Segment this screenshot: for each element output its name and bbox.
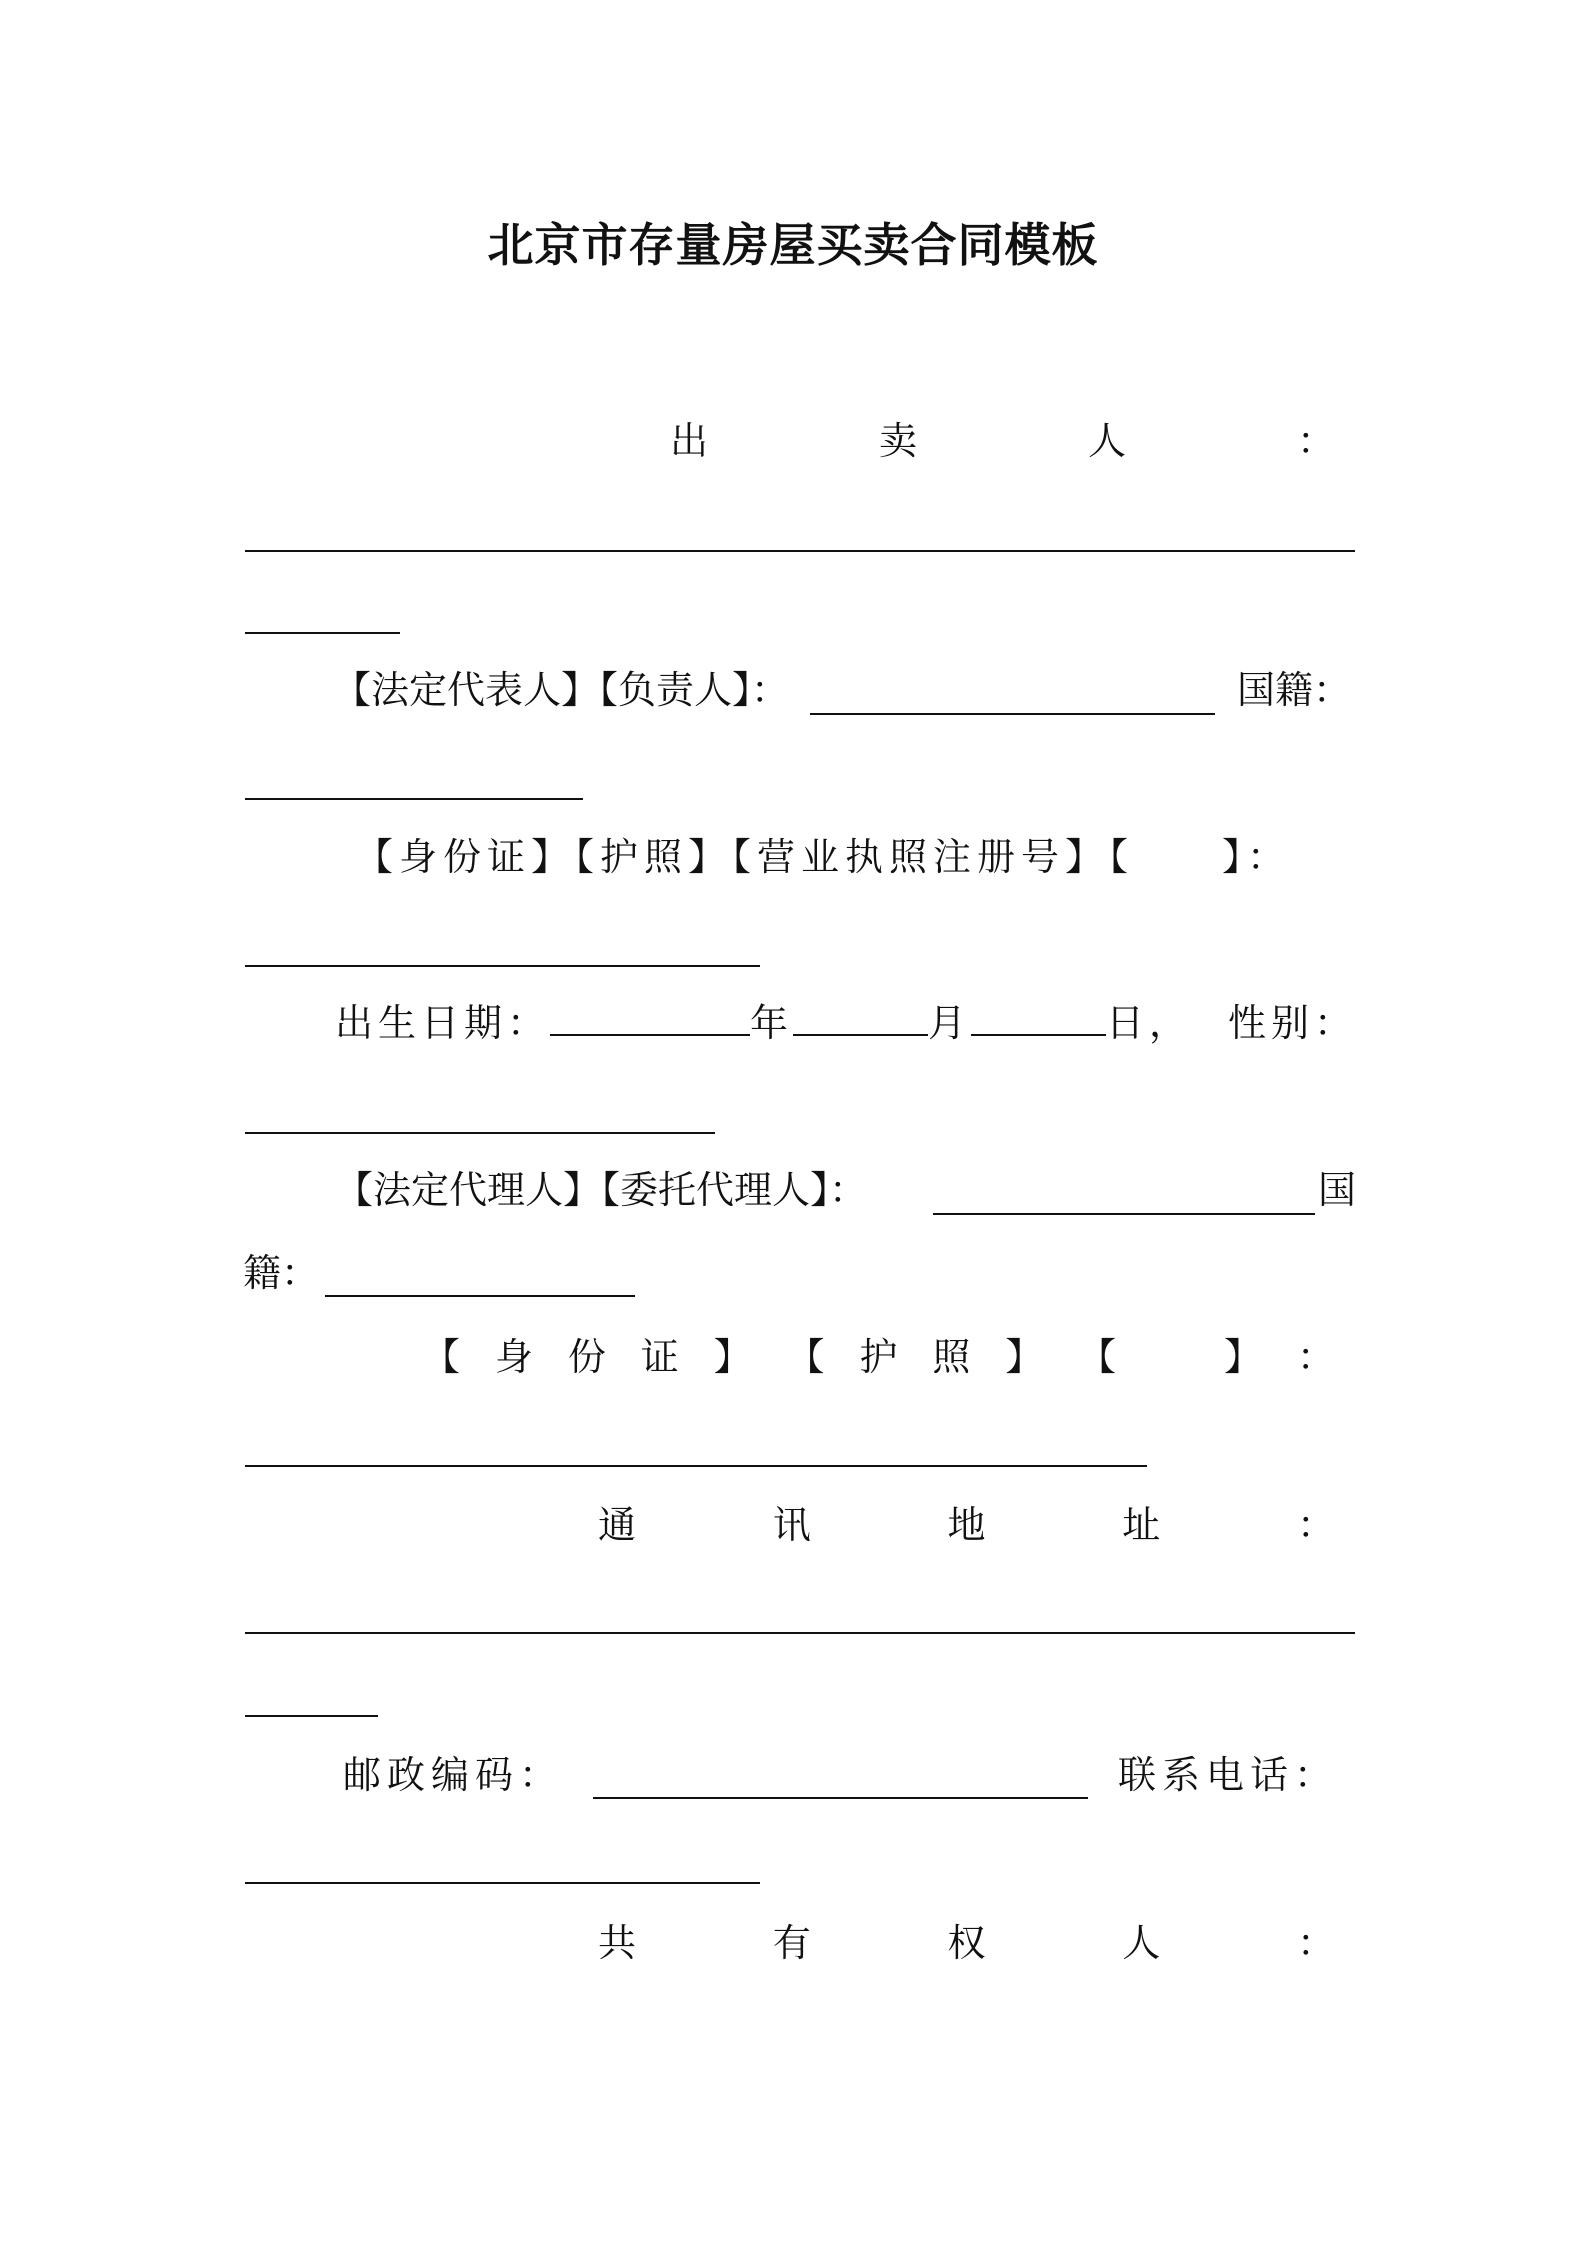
legal-rep-nationality-blank[interactable] bbox=[245, 798, 583, 800]
agent-nationality-prefix-text: 国 bbox=[1318, 1168, 1357, 1212]
co-owner-label-char: 人 bbox=[1122, 1921, 1161, 1965]
agent-nationality-label: 籍： bbox=[243, 1251, 320, 1295]
seller-label-char: 人 bbox=[1087, 419, 1126, 463]
agent-id-char: 【 bbox=[422, 1335, 461, 1379]
co-owner-label-char: 共 bbox=[598, 1921, 637, 1965]
seller-label-char: 出 bbox=[670, 419, 709, 463]
address-label-char: 讯 bbox=[772, 1503, 811, 1547]
seller-label bbox=[670, 416, 1335, 466]
gender-label: 性别： bbox=[1228, 1001, 1358, 1045]
address-label-char: 通 bbox=[598, 1503, 637, 1547]
seller-name-blank-cont[interactable] bbox=[245, 632, 400, 634]
agent-id-char: 证 bbox=[640, 1335, 679, 1379]
birth-row bbox=[335, 998, 1192, 1048]
birth-month-blank[interactable] bbox=[793, 1004, 928, 1036]
birth-year-blank[interactable] bbox=[550, 1004, 750, 1036]
agent-id-char: 份 bbox=[567, 1335, 606, 1379]
agent-id-char: 】 bbox=[1005, 1335, 1044, 1379]
phone-label: 联系电话： bbox=[1118, 1753, 1339, 1797]
agent-id-char: 【 bbox=[786, 1335, 825, 1379]
agent-id-char: 】 bbox=[713, 1335, 752, 1379]
agent-id-char: ： bbox=[1296, 1335, 1335, 1379]
agent-id-char: 身 bbox=[494, 1335, 533, 1379]
address-label-char: 地 bbox=[947, 1503, 986, 1547]
phone-row bbox=[1118, 1750, 1338, 1800]
seller-name-blank[interactable] bbox=[245, 550, 1355, 552]
agent-id-char: 】 bbox=[1223, 1335, 1262, 1379]
postcode-row bbox=[343, 1750, 563, 1800]
address-label bbox=[598, 1500, 1335, 1550]
address-label-char: 址 bbox=[1122, 1503, 1161, 1547]
agent-nationality-blank[interactable] bbox=[325, 1295, 635, 1297]
address-label-char: ： bbox=[1296, 1503, 1335, 1547]
co-owner-label-char: 权 bbox=[947, 1921, 986, 1965]
co-owner-label-char: 有 bbox=[772, 1921, 811, 1965]
agent-id-char: 照 bbox=[932, 1335, 971, 1379]
address-blank-cont[interactable] bbox=[245, 1715, 378, 1717]
birth-label: 出生日期： bbox=[335, 1001, 551, 1045]
agent-label: 【法定代理人】【委托代理人】： bbox=[335, 1168, 868, 1212]
year-label: 年 bbox=[750, 1001, 794, 1045]
day-label: 日， bbox=[1106, 1001, 1193, 1045]
agent-blank[interactable] bbox=[933, 1213, 1315, 1215]
postcode-label: 邮政编码： bbox=[343, 1753, 564, 1797]
legal-rep-row bbox=[333, 665, 789, 715]
agent-id-char bbox=[1151, 1332, 1189, 1382]
id-doc-label: 【身份证】【护照】【营业执照注册号】【 】： bbox=[355, 835, 1292, 879]
phone-blank[interactable] bbox=[245, 1882, 760, 1884]
seller-label-char: 卖 bbox=[878, 419, 917, 463]
legal-rep-nationality bbox=[1237, 665, 1351, 715]
agent-id-label bbox=[422, 1332, 1335, 1382]
month-label: 月 bbox=[928, 1001, 972, 1045]
id-doc-row bbox=[355, 832, 1291, 882]
agent-nationality-row bbox=[243, 1248, 319, 1298]
gender-blank[interactable] bbox=[245, 1132, 715, 1134]
address-blank[interactable] bbox=[245, 1632, 1355, 1634]
document-title: 北京市存量房屋买卖合同模板 bbox=[487, 218, 1099, 272]
agent-nationality-prefix bbox=[1318, 1165, 1356, 1215]
nationality-label: 国籍： bbox=[1237, 668, 1352, 712]
postcode-blank[interactable] bbox=[593, 1797, 1088, 1799]
legal-rep-label: 【法定代表人】【负责人】： bbox=[333, 668, 790, 712]
co-owner-label-char: ： bbox=[1296, 1921, 1335, 1965]
agent-row bbox=[335, 1165, 867, 1215]
birth-day-blank[interactable] bbox=[971, 1004, 1106, 1036]
seller-label-char: ： bbox=[1296, 419, 1335, 463]
co-owner-label bbox=[598, 1918, 1335, 1968]
id-doc-blank[interactable] bbox=[245, 965, 760, 967]
agent-id-char: 护 bbox=[859, 1335, 898, 1379]
agent-id-char: 【 bbox=[1078, 1335, 1117, 1379]
agent-id-blank[interactable] bbox=[245, 1465, 1147, 1467]
legal-rep-blank[interactable] bbox=[810, 713, 1215, 715]
gender-row bbox=[1228, 998, 1357, 1048]
